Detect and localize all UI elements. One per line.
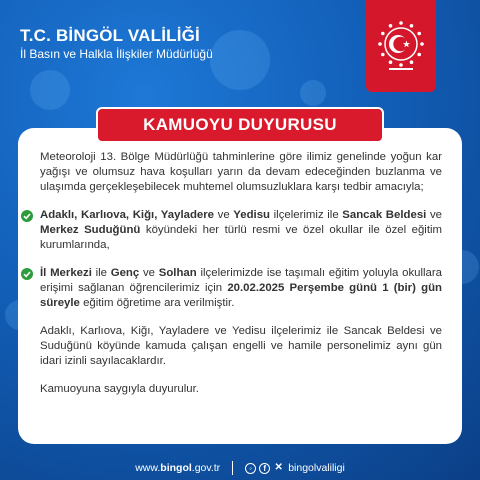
item2-bold: İl Merkezi <box>40 267 92 279</box>
site-suffix: .gov.tr <box>191 462 221 474</box>
item2-text: ile <box>91 267 111 279</box>
item1-text: köyündeki her türlü resmi ve özel okullar ile özel eğitim kurumlarında, <box>40 224 443 251</box>
item2-bold: 20.02.2025 Perşembe günü 1 (bir) gün süreyle <box>40 282 442 309</box>
turkish-emblem-icon <box>373 18 429 74</box>
social-handle[interactable]: bingolvaliligi <box>288 462 345 474</box>
item1-bold: Yedisu <box>233 209 271 221</box>
header-subtitle: İl Basın ve Halkla İlişkiler Müdürlüğü <box>20 47 213 61</box>
item2-bold: Solhan <box>158 267 197 279</box>
item1-bold: Sancak Beldesi <box>342 209 427 221</box>
item1-text: ilçelerimiz ile <box>270 209 343 221</box>
header-title: T.C. BİNGÖL VALİLİĞİ <box>20 26 200 45</box>
list-item <box>40 208 442 253</box>
facebook-icon[interactable]: f <box>259 463 270 474</box>
x-icon[interactable]: ✕ <box>274 461 283 473</box>
item1-bold: Merkez Suduğünü <box>40 224 141 236</box>
check-icon <box>21 210 33 222</box>
social-icons <box>245 463 284 474</box>
staff-paragraph: Adaklı, Karlıova, Kiğı, Yayladere ve Yedisu ilçelerimiz ile Sancak Beldesi ve Suduğünü köyünde kamuda çalışan engelli ve hamile personelimiz aynı gün idari izinli sayılacaklardır. <box>40 325 442 367</box>
site-prefix: www. <box>135 462 161 474</box>
website-link[interactable] <box>135 462 220 474</box>
site-bold: bingol <box>160 462 192 474</box>
item2-text: ve <box>139 267 159 279</box>
closing-paragraph: Kamuoyuna saygıyla duyurulur. <box>40 383 199 395</box>
item2-text: ilçelerimizde ise taşımalı eğitim yoluyla okullara erişimi sağlanan öğrencilerimiz için <box>40 267 442 294</box>
item2-bold: Genç <box>110 267 140 279</box>
page-footer <box>0 456 480 480</box>
item2-text: eğitim öğretime ara verilmiştir. <box>79 297 235 309</box>
item1-text: ve <box>214 209 234 221</box>
item1-bold: Adaklı, Karlıova, Kiğı, Yayladere <box>40 209 215 221</box>
page-header <box>0 0 480 100</box>
announcement-title: KAMUOYU DUYURUSU <box>96 107 384 143</box>
intro-paragraph: Meteoroloji 13. Bölge Müdürlüğü tahminlerine göre ilimiz genelinde yoğun kar yağışı ve olumsuz hava koşulları yarın da devam edeceğinden buzlanma ve ulaşımda gerçekleşebilecek muhtemel olumsuzluklara karşı tedbir amacıyla; <box>40 151 442 193</box>
check-icon <box>21 268 33 280</box>
announcement-body <box>40 150 442 410</box>
list-item <box>40 266 442 311</box>
instagram-icon[interactable]: ◦ <box>245 463 256 474</box>
header-text <box>20 26 213 62</box>
footer-divider <box>232 461 233 475</box>
item1-text: ve <box>426 209 442 221</box>
emblem-badge <box>366 0 436 92</box>
